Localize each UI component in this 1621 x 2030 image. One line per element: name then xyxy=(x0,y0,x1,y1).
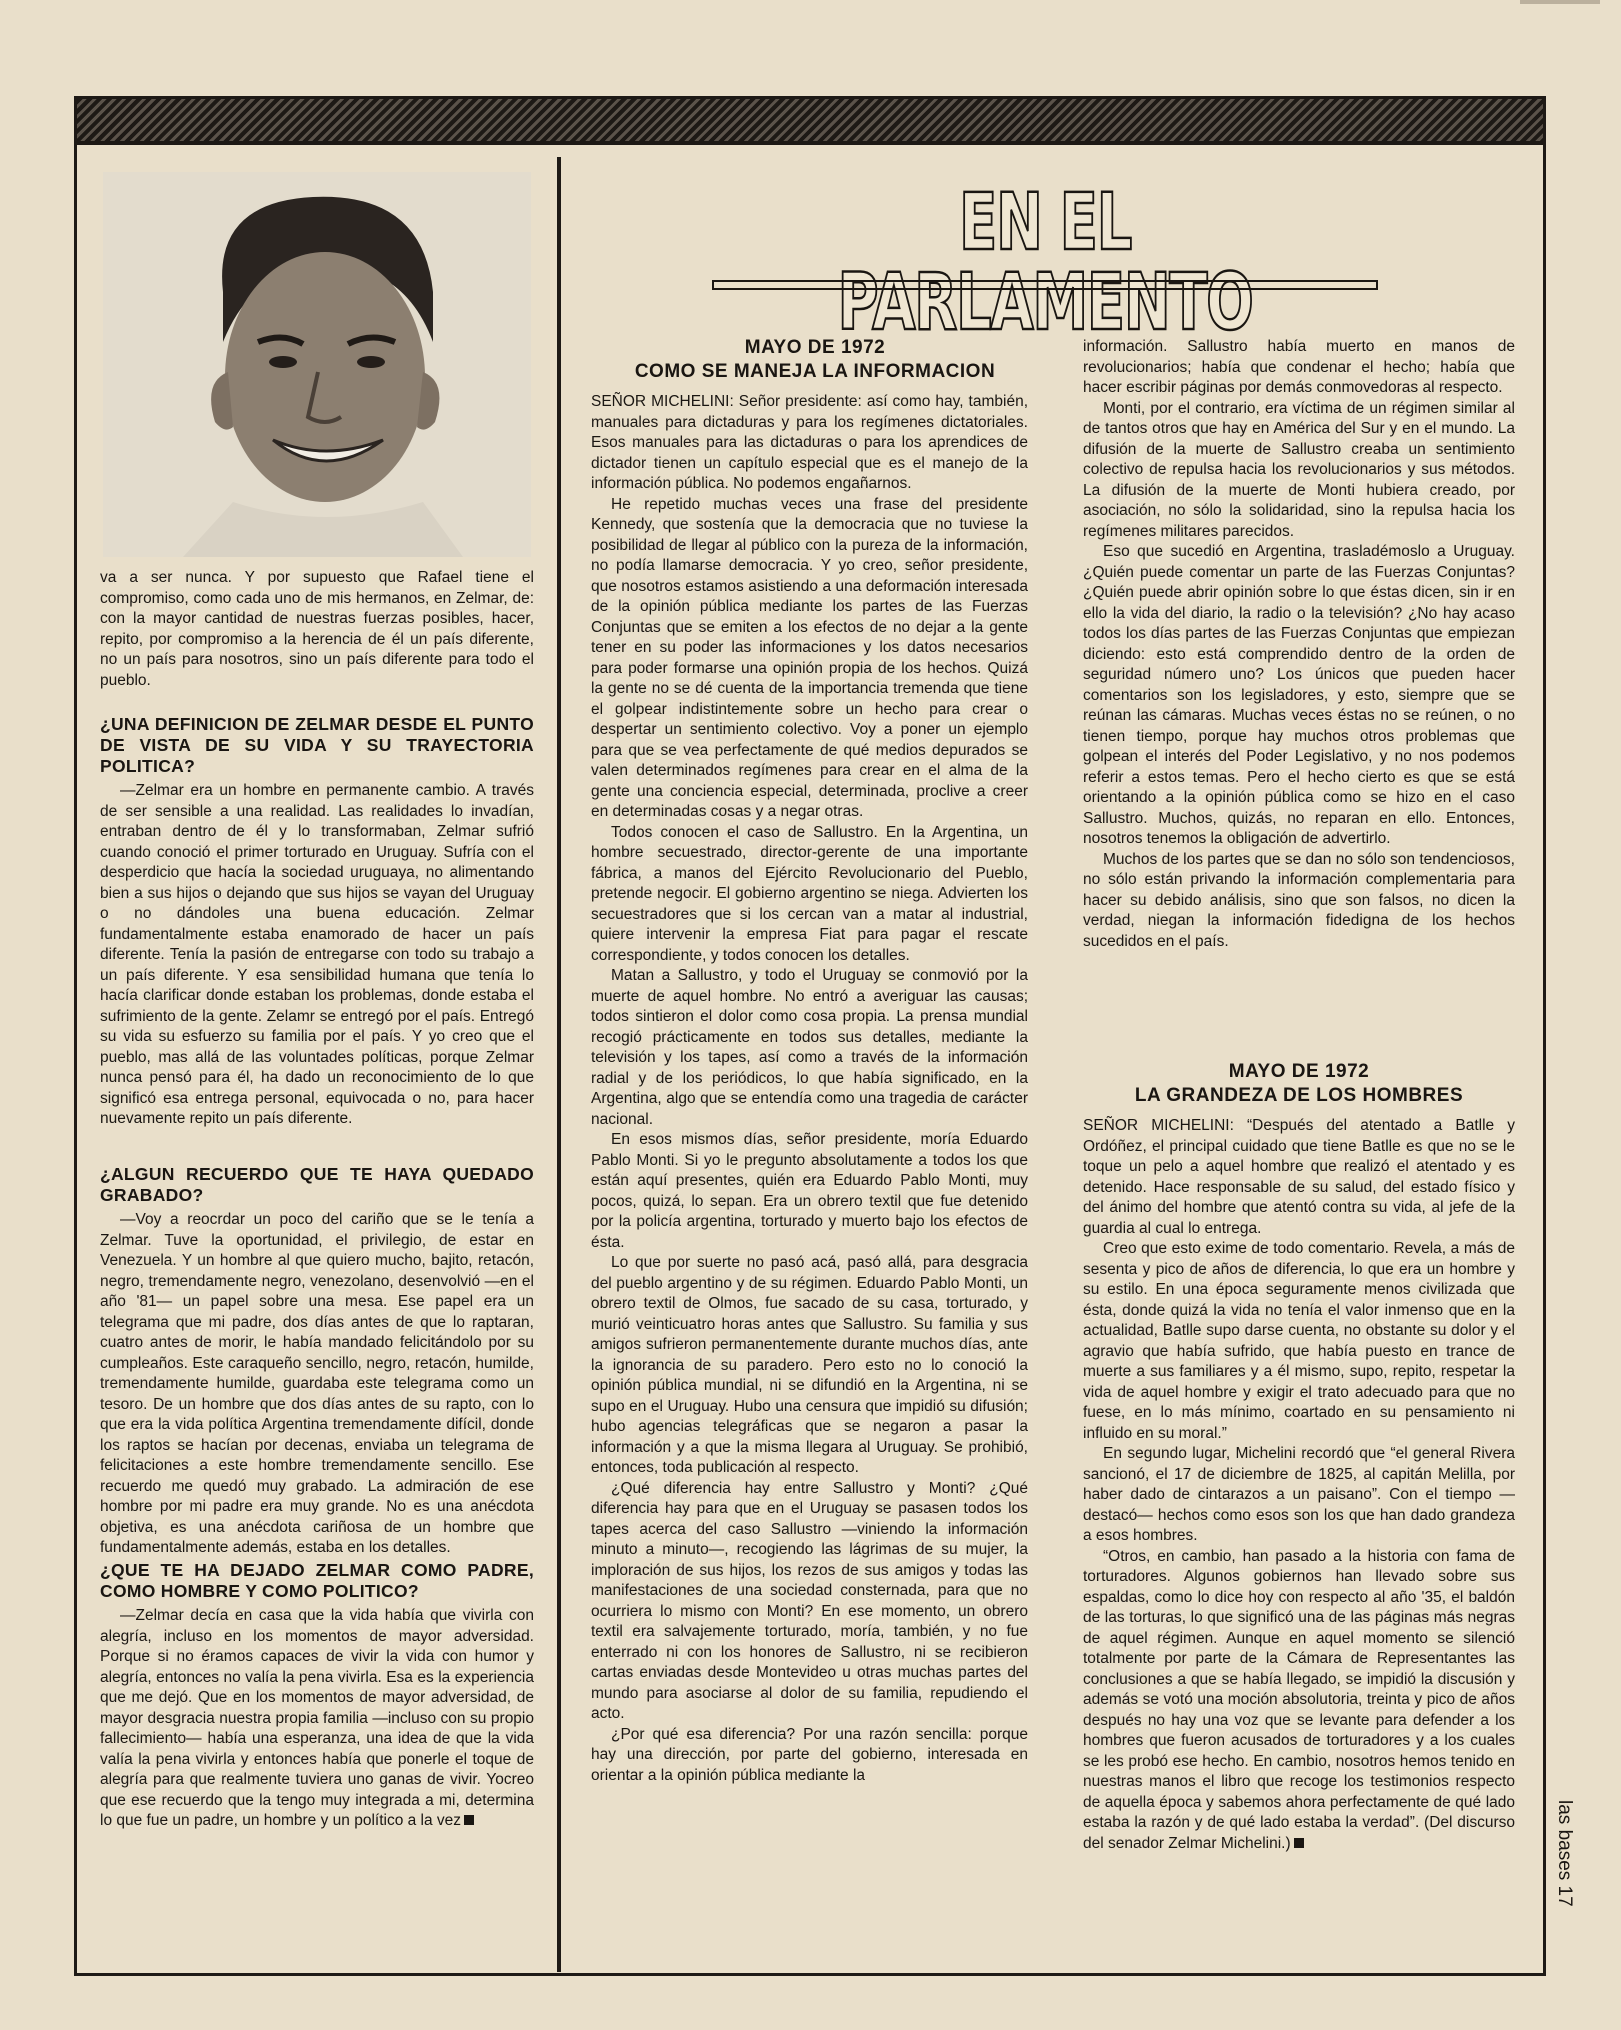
paragraph: Lo que por suerte no pasó acá, pasó allá, para desgracia del pueblo argentino y de su régimen. Eduardo Pablo Monti, un obrero textil de Olmos, fue sacado de su casa, torturado, y murió veinticuatro horas antes que Sallustro. Su familia y sus amigos sufrieron permanentemente durante muchos días, ante la ignorancia de su paradero. Pero esto no lo conoció la opinión pública mundial, ni se difundió en la Argentina, ni se supo en el Uruguay. Hubo una censura que impidió su difusión; hubo agencias telegráficas que se negaron a pasar la información y a que la misma llegara al Uruguay. Se prohibió, entonces, toda publicación al respecto. xyxy=(591,1254,1028,1476)
article2-header xyxy=(1083,1060,1515,1108)
paragraph: En esos mismos días, señor presidente, moría Eduardo Pablo Monti. Si yo le pregunto absolutamente a todos los que están aquí presentes, quién era Eduardo Pablo Monti, muy pocos, quizá, lo sepan. Era un obrero textil que fue detenido por la policía argentina, torturado y muerto bajo los efectos de ésta. xyxy=(591,1131,1028,1251)
paragraph: ¿Por qué esa diferencia? Por una razón sencilla: porque hay una dirección, por parte del gobierno, interesada en orientar a la opinión pública mediante la xyxy=(591,1725,1028,1784)
interview-answer: —Zelmar era un hombre en permanente cambio. A través de ser sensible a una realidad. Las realidades lo invadían, entraban dentro de él y lo transformaban, Zelmar sufrió cuando conoció el primer torturado en Uruguay. Sufría con el desperdicio que hacía la sociedad uruguaya, no alimentando bien a sus hijos o dejando que sus hijos se vayan del Uruguay o no dándoles una buena educación. Zelmar fundamentalmente estaba enamorado de hacer un país diferente. Tenía la pasión de entregarse con todo su trabajo a un país diferente. Y esa sensibilidad humana que tenía lo hacía clarificar donde estaban los problemas, donde estaba el sufrimiento de la gente. Zelamr se entregó por el país. Entregó su vida su esfuerzo su familia por el país. Y yo creo que el pueblo, mas allá de las voluntades políticas, porque Zelmar nunca pensó para él, ha dado un reconocimiento de lo que significó esa entrega personal, equivocada o no, para hacer nuevamente repito un país diferente. xyxy=(100,782,534,1127)
interview-answer: —Voy a reocrdar un poco del cariño que se le tenía a Zelmar. Tuve la oportunidad, el privilegio, de estar en Venezuela. Y un hombre al que quiero mucho, bajito, retacón, negro, tremendamente negro, venezolano, desenvolvió —en el año '81— un papel sobre una mesa. Ese papel era un telegrama que mi padre, dos días antes de que lo raptaran, cuatro antes de morir, le había mandado felicitándolo por su cumpleaños. Este caraqueño sencillo, negro, retacón, humilde, tremendamente humilde, guardaba este telegrama como un tesoro. De un hombre que dos días antes de su rapto, con lo que era la vida política Argentina tremendamente difícil, donde los raptos se hacían por decenas, enviaba un telegrama de felicitaciones a este hombre tremendamente sencillo. Ese recuerdo me quedó muy grabado. La admiración de ese hombre por mi padre era muy grande. No es una anécdota objetiva, es una anécdota cariñosa de un hombre que fundamentalmente además, estaba en los detalles. xyxy=(100,1211,534,1556)
paragraph: Eso que sucedió en Argentina, trasladémoslo a Uruguay. ¿Quién puede comentar un parte de las Fuerzas Conjuntas? ¿Quién puede abrir opinión sobre lo que éstas dicen, sin ir en ello la vida del diario, la radio o la televisión? ¿No hay acaso todos los días partes de las Fuerzas Conjuntas que empiezan diciendo: esto está comprendido dentro de la orden de seguridad número uno? Los únicos que pueden hacer comentarios son los legisladores, y esto, siempre que se reúnan las cámaras. Muchas veces éstas no se reúnen, o no tienen tiempo, porque hay muchos otros problemas que golpean el interés del Poder Legislativo, y no nos podemos referir a estos temas. Pero el hecho cierto es que se está orientando a la opinión pública como se hizo en el caso Sallustro. Muchos, quizás, no reparan en ello. Entonces, nosotros tenemos la obligación de advertirlo. xyxy=(1083,543,1515,847)
article2-date: MAYO DE 1972 xyxy=(1228,1061,1370,1082)
end-mark-icon xyxy=(464,1815,474,1825)
article1-heading: COMO SE MANEJA LA INFORMACION xyxy=(634,361,996,382)
article2-heading: LA GRANDEZA DE LOS HOMBRES xyxy=(1134,1085,1464,1106)
section-title: EN EL PARLAMENTO xyxy=(837,178,1253,348)
paragraph: Creo que esto exime de todo comentario. Revela, a más de sesenta y pico de años de diferencia, lo que era un hombre y su estilo. En una época seguramente menos civilizada que ésta, donde quizá la vida no tenía el valor inmenso que en la actualidad, Batlle supo darse cuenta, no obstante su dolor y el agravio que había sufrido, que había puesto en trance de muerte a sus familiares y a él mismo, supo, repito, respetar la vida de aquel hombre y exigir el trato adecuado para que no fuese, en lo más mínimo, coartado en su pensamiento ni influido en su moral.” xyxy=(1083,1240,1515,1442)
interview-question: ¿QUE TE HA DEJADO ZELMAR COMO PADRE, COMO HOMBRE Y COMO POLITICO? xyxy=(100,1560,534,1601)
end-mark-icon xyxy=(1294,1838,1304,1848)
interview-question: ¿ALGUN RECUERDO QUE TE HAYA QUEDADO GRABADO? xyxy=(100,1164,534,1205)
interview-section-2 xyxy=(100,1156,534,1559)
top-edge-mark xyxy=(1520,0,1600,4)
paragraph: He repetido muchas veces una frase del presidente Kennedy, que sostenía que la democracia que no tuviese la posibilidad de llegar al público con la pureza de la información, no podía llamarse democracia. Y yo creo, señor presidente, que nosotros estamos asistiendo a una deformación interesada de la opinión pública mediante los partes de las Fuerzas Conjuntas que se emiten a los efectos de no dejar a la gente tener en su poder las informaciones y los datos necesarios para poder formarse una opinión propia de los hechos. Quizá la gente no se dé cuenta de la importancia tremenda que tiene el golpear indistintemente sobre un hecho para crear o despertar un sentimiento colectivo. Voy a poner un ejemplo para que se vea perfectamente de qué medios depurados se valen determinados regímenes para crear en el alma de la gente una conciencia especial, determinada, proclive a creer en determinadas cosas y a negar otras. xyxy=(591,495,1028,820)
article1-column-1 xyxy=(591,392,1028,1786)
paragraph-text: “Otros, en cambio, han pasado a la historia con fama de torturadores. Algunos gobiernos han llevado sobre sus espaldas, como lo dice hoy con respecto al año '35, el baldón de las torturas, lo que significó una de las páginas más negras de aquel régimen. Aunque en aquel momento se silenció totalmente por parte de la Cámara de Representantes las conclusiones a que se había llegado, se impidió la discusión y además se votó una moción absolutoria, treinta y pico de años después no hay una voz que se levante para defender a los hombres que fueron acusados de torturadores y a los cuales se les probó ese hecho. En cambio, nosotros hemos tenido en nuestras manos el libro que recoge los testimonios respecto de aquella época y sabemos ahora perfectamente de qué lado estaba la razón y de qué lado estaba la verdad”. (Del discurso del senador Zelmar Michelini.) xyxy=(1083,1547,1515,1852)
portrait-photo xyxy=(103,172,531,557)
title-underline xyxy=(712,280,1378,290)
article2-body xyxy=(1083,1116,1515,1854)
interview-section-3 xyxy=(100,1552,534,1832)
banner-rule xyxy=(77,141,1543,145)
interview-answer-text: —Zelmar decía en casa que la vida había que vivirla con alegría, incluso en los momentos de mayor adversidad. Porque si no éramos capaces de vivir la vida con humor y alegría, entonces no valía la pena vivirla. Esa es la experiencia que me dejó. Que en los momentos de mayor adversidad, de mayor desgracia nuestra propia familia —incluso con su propio fallecimiento— había una esperanza, una idea de que la vida valía la pena vivirla y entonces había que ponerle el toque de alegría para que realmente tuviera uno ganas de vivir. Yocreo que ese recuerdo que la tengo muy integrada a mi, determina lo que fue un padre, un hombre y un político a la vez xyxy=(100,1607,534,1829)
article1-header xyxy=(585,336,1045,384)
paragraph: información. Sallustro había muerto en manos de revolucionarios; había que condenar el hecho; había que hacer escribir páginas por demás conmovedoras al respecto. xyxy=(1083,338,1515,396)
paragraph: Todos conocen el caso de Sallustro. En la Argentina, un hombre secuestrado, director-gerente de una importante fábrica, a manos del Ejército Revolucionario del Pueblo, pretende negocir. El gobierno argentino se niega. Advierten los secuestradores que si los cercan van a matar al industrial, quiere intervenir la empresa Fiat para pagar el rescate correspondiente, y todos conocen los detalles. xyxy=(591,823,1028,964)
paragraph: En segundo lugar, Michelini recordó que “el general Rivera sancionó, el 17 de diciembre de 1825, al capitán Melilla, por haber dado de cintarazos a un paisano”. Con el tiempo —destacó— hechos como esos son los que han dado grandeza a esos hombres. xyxy=(1083,1445,1515,1544)
paragraph: Muchos de los partes que se dan no sólo son tendenciosos, no sólo están privando la información complementaria para hacer su debido análisis, sino que son falsos, no dicen la verdad, niegan la información fidedigna de los hechos sucedidos en el país. xyxy=(1083,850,1515,950)
paragraph: Monti, por el contrario, era víctima de un régimen similar al de tantos otros que hay en América del Sur y en el mundo. La difusión de la muerte de Sallustro creaba un sentimiento colectivo de repulsa hacia los revolucionarios y sus métodos. La difusión de la muerte de Monti hubiera creado, por asociación, no sólo la solidaridad, sino la repulsa hacia los regímenes militares parecidos. xyxy=(1083,399,1515,540)
interview-intro xyxy=(100,568,534,691)
article1-column-2 xyxy=(1083,337,1515,952)
paragraph: ¿Qué diferencia hay entre Sallustro y Monti? ¿Qué diferencia hay para que en el Uruguay se pasasen todos los tapes acerca del caso Sallustro —viniendo la información minuto a minuto—, recogiendo las lágrimas de su mujer, la imploración de sus hijos, los rezos de sus amigos y todas las manifestaciones de una sociedad consternada, para que no ocurriera lo mismo con Monti? En ese momento, un obrero textil era salvajemente torturado, moría, también, y no fue enterrado ni con los honores de Sallustro, ni se recibieron cartas enviadas desde Montevideo u otras muchas partes del mundo para asociarse al dolor de su familia, repudiendo el acto. xyxy=(591,1479,1028,1722)
paragraph: SEÑOR MICHELINI: Señor presidente: así como hay, también, manuales para dictaduras y para los regímenes dictatoriales. Esos manuales para las dictaduras o para los aprendices de dictador tienen un capítulo especial que es el manejo de la información pública. No podemos engañarnos. xyxy=(591,393,1028,492)
article1-date: MAYO DE 1972 xyxy=(744,337,886,358)
interview-intro-text: va a ser nunca. Y por supuesto que Rafael tiene el compromiso, como cada uno de mis hermanos, en Zelmar, de: con la mayor cantidad de nuestras fuerzas posibles, hacer, repito, por compromiso a la herencia de él un país diferente, no un país para nosotros, sino un país diferente para todo el pueblo. xyxy=(100,569,534,689)
paragraph: SEÑOR MICHELINI: “Después del atentado a Batlle y Ordóñez, el principal cuidado que tiene Batlle es que no se le toque un pelo a aquel hombre que realizó el atentado y es detenido. Hace responsable de su salud, del estado físico y del ánimo del hombre que atentó contra su vida, al jefe de la guardia al cual lo entrega. xyxy=(1083,1117,1515,1237)
paragraph xyxy=(1083,1547,1515,1855)
folio: las bases 17 xyxy=(1554,1800,1575,1907)
interview-answer xyxy=(100,1606,534,1832)
interview-question: ¿UNA DEFINICION DE ZELMAR DESDE EL PUNTO DE VISTA DE SU VIDA Y SU TRAYECTORIA POLITICA? xyxy=(100,714,534,776)
hatched-banner xyxy=(77,99,1543,141)
paragraph: Matan a Sallustro, y todo el Uruguay se conmovió por la muerte de aquel hombre. No entró a averiguar las causas; todos sintieron el dolor como cosa propia. La prensa mundial recogió prácticamente en todos sus detalles, mediante la televisión y los tapes, así como a través de la información radial y de los periódicos, lo que había significado, en la Argentina, algo que se entendía como una tragedia de carácter nacional. xyxy=(591,967,1028,1128)
interview-section-1 xyxy=(100,706,534,1130)
folio-block xyxy=(1545,1800,1585,1950)
